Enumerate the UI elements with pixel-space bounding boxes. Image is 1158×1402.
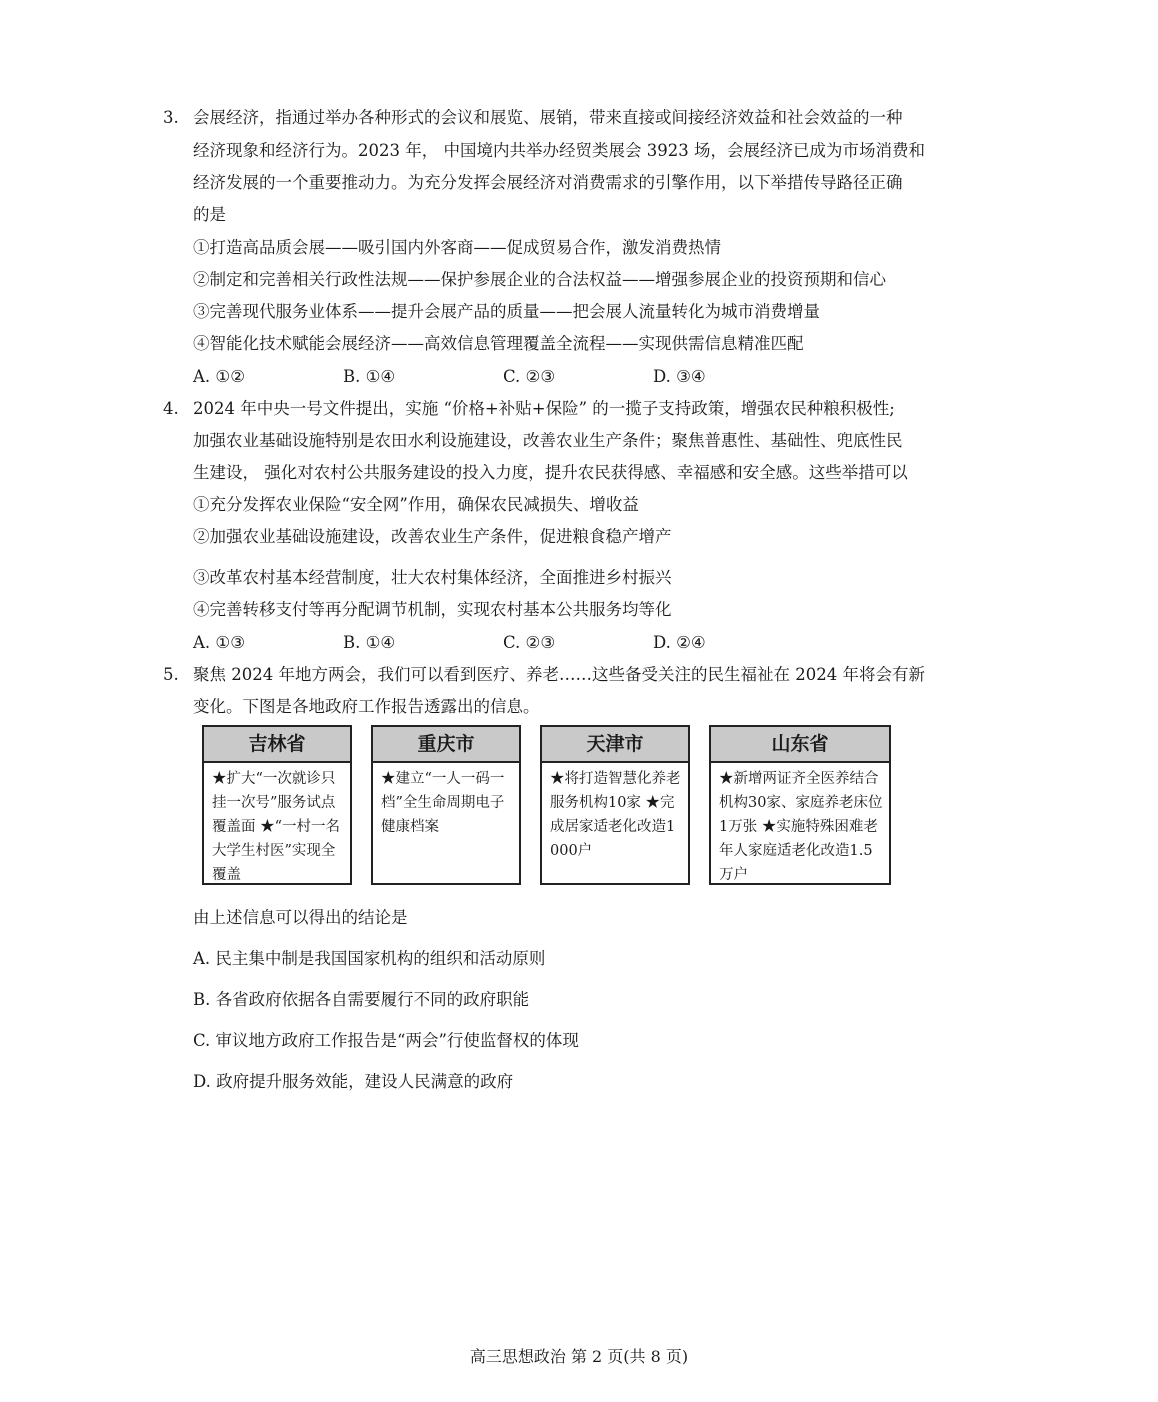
question-5-option-a[interactable]: A. 民主集中制是我国国家机构的组织和活动原则 [193,949,546,968]
question-3-statement-4: ④智能化技术赋能会展经济——高效信息管理覆盖全流程——实现供需信息精准匹配 [193,334,804,353]
info-card-text: ★新增两证齐全医养结合机构30家、家庭养老床位1万张 ★实施特殊困难老年人家庭适老化改造1.5万户 [719,771,883,883]
question-5-option-d[interactable]: D. 政府提升服务效能，建设人民满意的政府 [193,1072,514,1091]
info-card-text: ★扩大“一次就诊只挂一次号”服务试点覆盖面 ★“一村一名大学生村医”实现全覆盖 [212,771,341,883]
question-3-stem-line: 的是 [193,205,226,224]
question-3-statement-3: ③完善现代服务业体系——提升会展产品的质量——把会展人流量转化为城市消费增量 [193,302,820,321]
question-3-option-d[interactable]: D. ③④ [653,367,706,386]
question-5-prompt: 由上述信息可以得出的结论是 [193,908,408,927]
question-5-option-c[interactable]: C. 审议地方政府工作报告是“两会”行使监督权的体现 [193,1031,579,1050]
question-4-statement-3: ③改革农村基本经营制度，壮大农村集体经济，全面推进乡村振兴 [193,568,672,587]
question-3-option-c[interactable]: C. ②③ [503,367,556,386]
info-card-tianjin [540,725,690,885]
info-card-jilin [202,725,352,885]
question-4-stem-line: 生建设， 强化对农村公共服务建设的投入力度，提升农民获得感、幸福感和安全感。这些举措可以 [193,463,908,482]
question-4-option-c[interactable]: C. ②③ [503,633,556,652]
question-4-statement-1: ①充分发挥农业保险“安全网”作用，确保农民减损失、增收益 [193,495,639,514]
question-5-stem-line: 聚焦 2024 年地方两会，我们可以看到医疗、养老……这些备受关注的民生福祉在 2024 年将会有新 [193,665,925,684]
question-3-option-b[interactable]: B. ①④ [343,367,396,386]
question-4-number: 4. [163,399,179,418]
question-3-stem-line: 会展经济，指通过举办各种形式的会议和展览、展销，带来直接或间接经济效益和社会效益的一种 [193,108,903,127]
info-card-shandong [709,725,891,885]
info-card-text: ★建立“一人一码一档”全生命周期电子健康档案 [381,771,505,835]
info-card-title: 山东省 [711,727,889,763]
question-4-statement-2: ②加强农业基础设施建设，改善农业生产条件，促进粮食稳产增产 [193,527,672,546]
question-3-number: 3. [163,108,179,127]
question-3-statement-2: ②制定和完善相关行政性法规——保护参展企业的合法权益——增强参展企业的投资预期和信心 [193,270,886,289]
info-card-chongqing [371,725,521,885]
question-5-stem-line: 变化。下图是各地政府工作报告透露出的信息。 [193,697,540,716]
info-card-text: ★将打造智慧化养老服务机构10家 ★完成居家适老化改造1000户 [550,771,681,859]
question-4-statement-4: ④完善转移支付等再分配调节机制，实现农村基本公共服务均等化 [193,600,672,619]
info-card-title: 天津市 [542,727,688,763]
info-card-title: 吉林省 [204,727,350,763]
question-5-number: 5. [163,665,179,684]
question-3-stem-line: 经济发展的一个重要推动力。为充分发挥会展经济对消费需求的引擎作用，以下举措传导路径正确 [193,173,903,192]
question-3-stem-line: 经济现象和经济行为。2023 年， 中国境内共举办经贸类展会 3923 场，会展经济已成为市场消费和 [193,141,925,160]
question-4-option-d[interactable]: D. ②④ [653,633,706,652]
question-3-statement-1: ①打造高品质会展——吸引国内外客商——促成贸易合作，激发消费热情 [193,238,721,257]
question-4-option-a[interactable]: A. ①③ [193,633,245,652]
question-4-stem-line: 加强农业基础设施特别是农田水利设施建设，改善农业生产条件；聚焦普惠性、基础性、兜底性民 [193,431,903,450]
question-3-option-a[interactable]: A. ①② [193,367,245,386]
question-4-option-b[interactable]: B. ①④ [343,633,396,652]
question-5-option-b[interactable]: B. 各省政府依据各自需要履行不同的政府职能 [193,990,530,1009]
question-4-stem-line: 2024 年中央一号文件提出，实施 “价格+补贴+保险” 的一揽子支持政策，增强农民种粮积极性; [193,399,895,418]
info-card-title: 重庆市 [373,727,519,763]
page-footer: 高三思想政治 第 2 页(共 8 页) [469,1347,689,1366]
